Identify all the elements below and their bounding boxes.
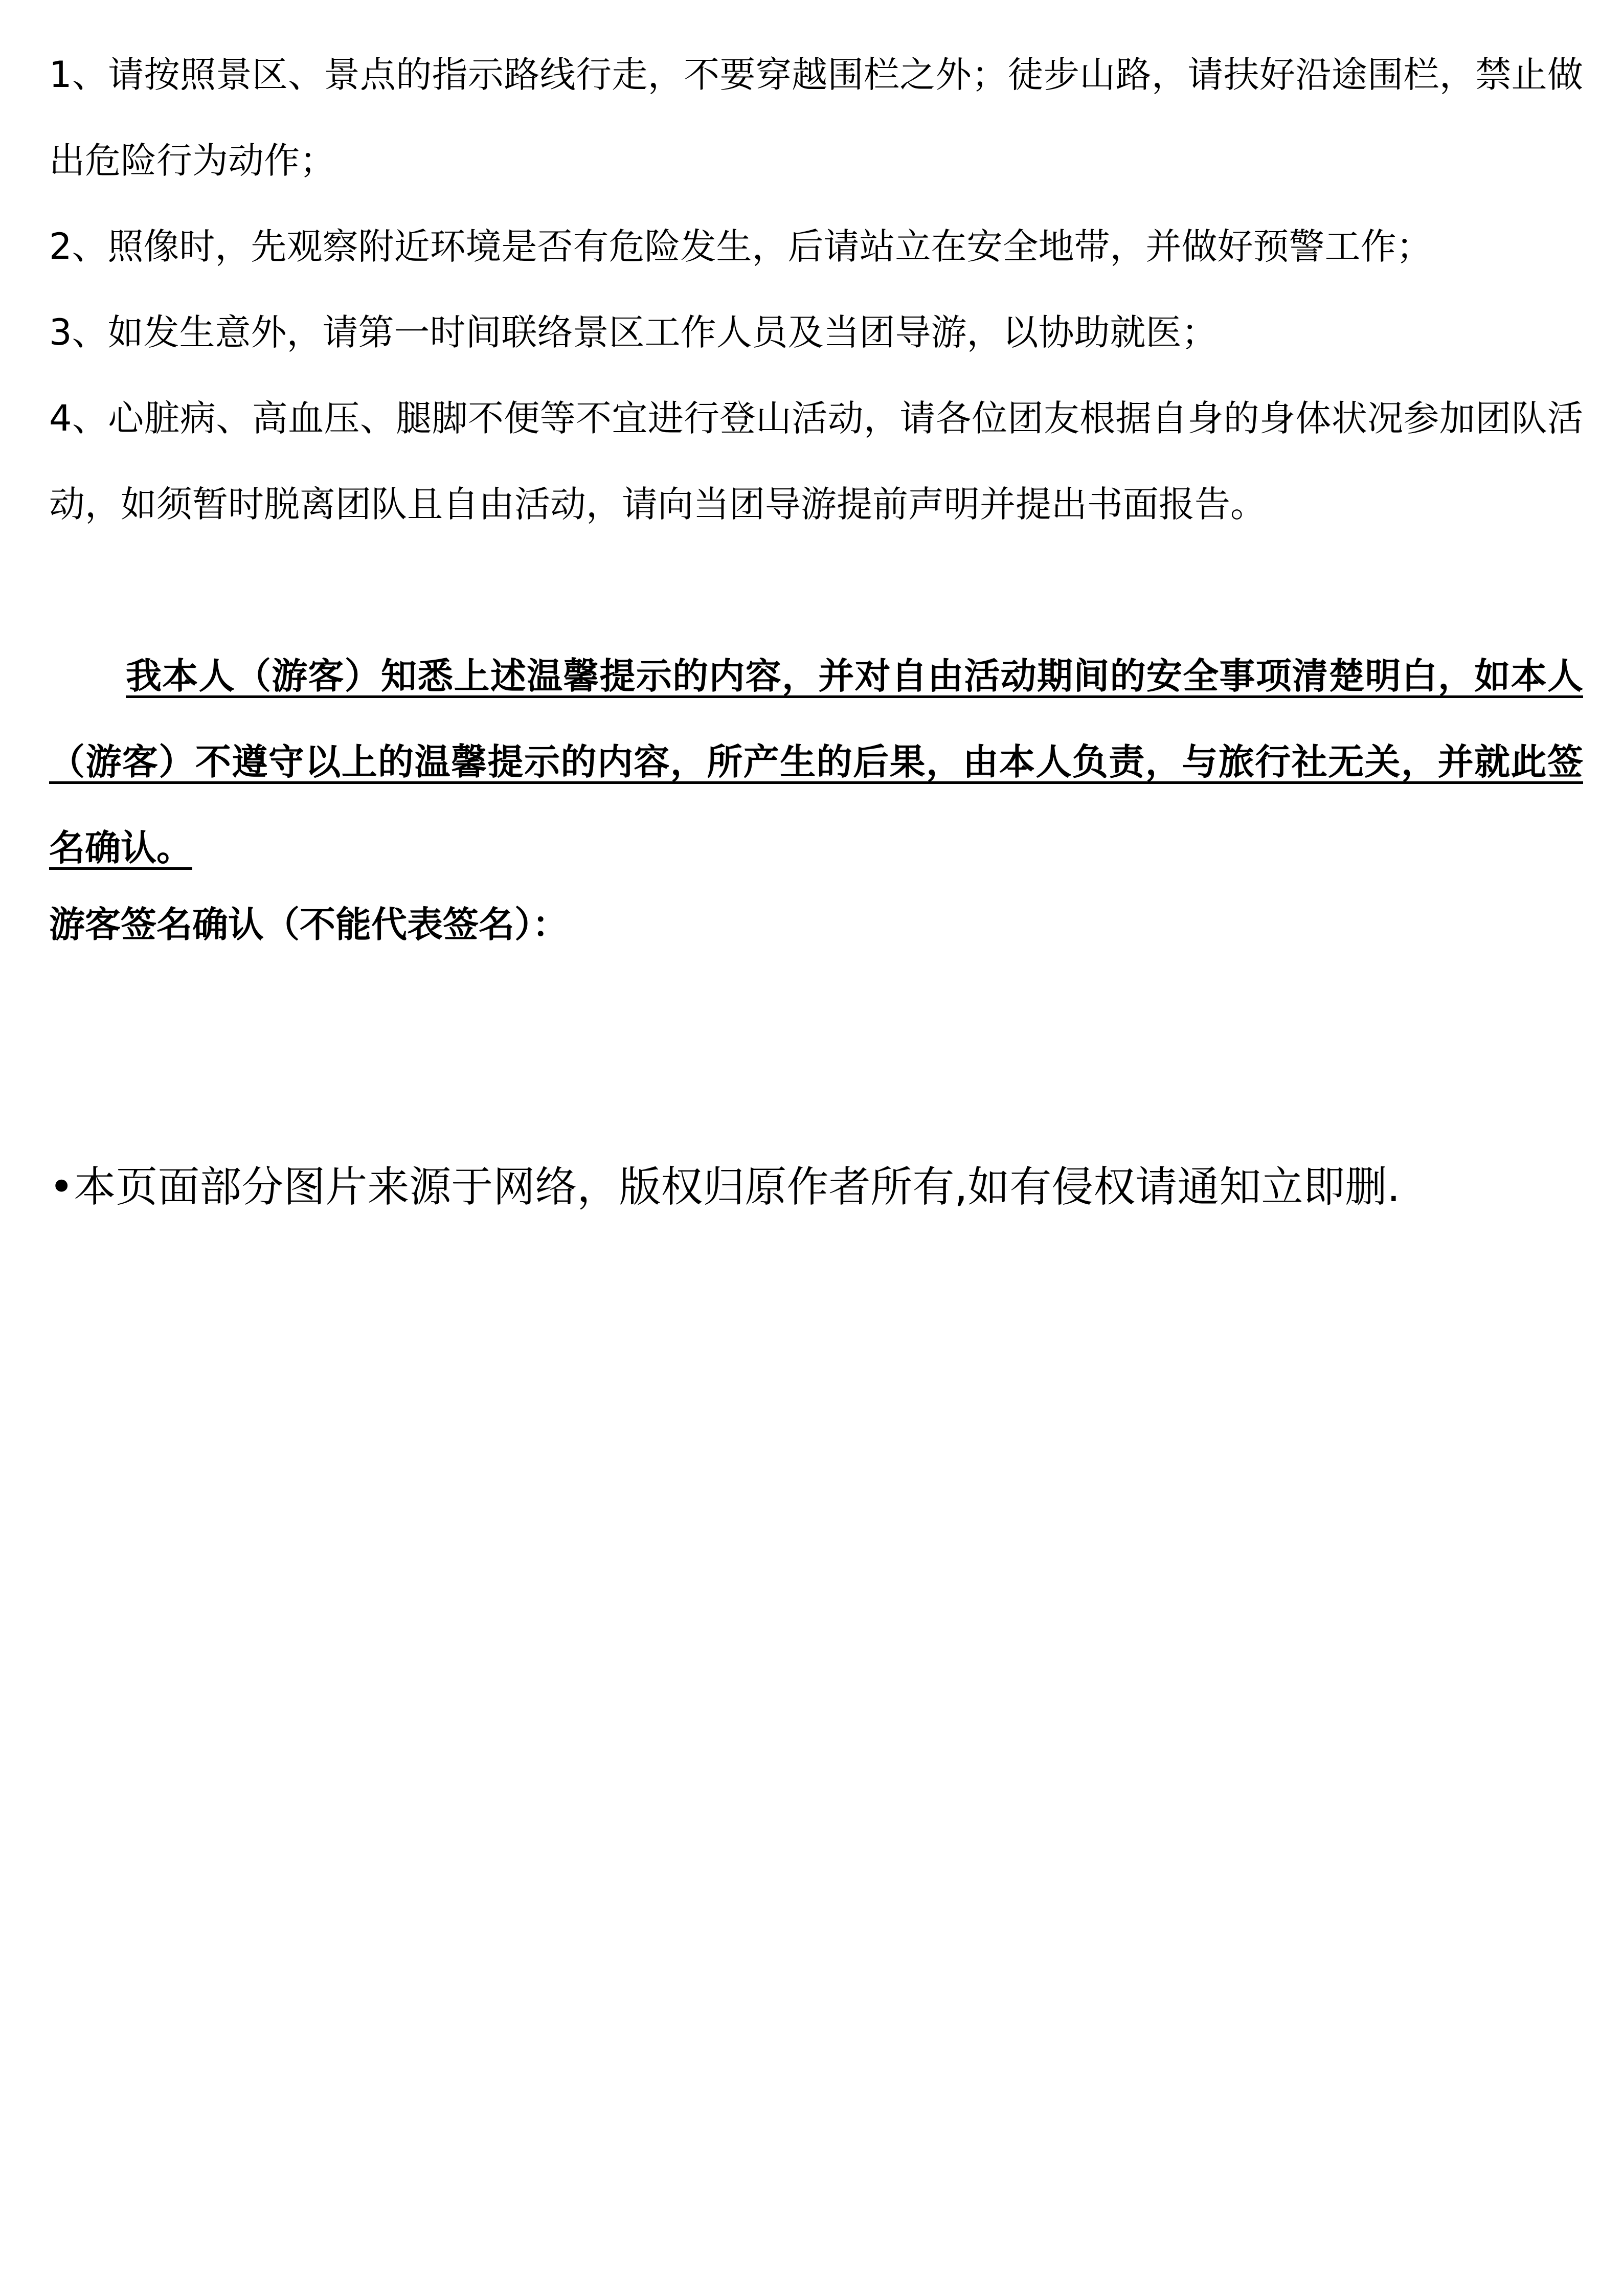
rule-item-1: 1、请按照景区、景点的指示路线行走，不要穿越围栏之外；徒步山路，请扶好沿途围栏，禁止做出危险行为动作；: [49, 54, 1583, 182]
declaration-text: 我本人（游客）知悉上述温馨提示的内容，并对自由活动期间的安全事项清楚明白，如本人（游客）不遵守以上的温馨提示的内容，所产生的后果，由本人负责，与旅行社无关，并就此签名确认。: [49, 655, 1583, 869]
copyright-footnote: •本页面部分图片来源于网络，版权归原作者所有,如有侵权请通知立即删.: [49, 1163, 1401, 1211]
tourist-declaration: [49, 633, 1583, 891]
section-spacer: [49, 547, 1583, 633]
rule-item-3: 3、如发生意外，请第一时间联络景区工作人员及当团导游，以协助就医；: [49, 311, 1218, 353]
document-content: [49, 0, 1583, 950]
safety-rules-list: [49, 32, 1583, 547]
rule-item-4: 4、心脏病、高血压、腿脚不便等不宜进行登山活动，请各位团友根据自身的身体状况参加团队活动，如须暂时脱离团队且自由活动，请向当团导游提前声明并提出书面报告。: [49, 397, 1583, 525]
rule-item-2: 2、照像时，先观察附近环境是否有危险发生，后请站立在安全地带，并做好预警工作；: [49, 226, 1432, 267]
signature-label: 游客签名确认（不能代表签名）：: [49, 904, 568, 946]
